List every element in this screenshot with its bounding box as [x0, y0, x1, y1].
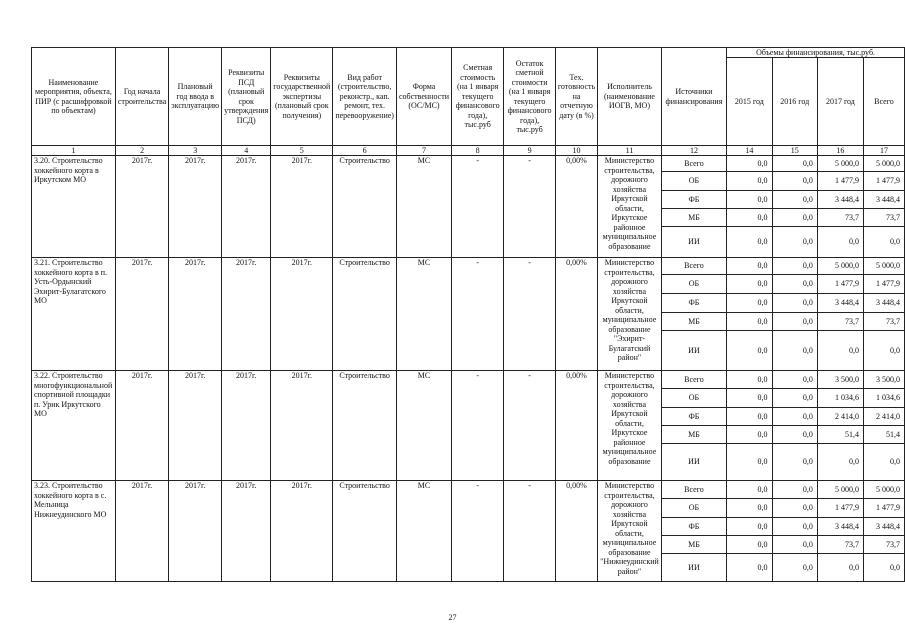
column-number: 6 [333, 146, 397, 156]
funding-value: 0,0 [863, 227, 904, 258]
header-year-2016: 2016 год [772, 58, 817, 146]
executor: Министерство строительства, дорожного хозяйства Иркутской области, Иркутское районное муниципальное образование [598, 371, 662, 481]
funding-value: 3 448,4 [863, 294, 904, 313]
funding-source: МБ [661, 426, 726, 444]
estimated-cost: - [451, 371, 503, 481]
funding-value: 5 000,0 [817, 156, 863, 172]
plan-year: 2017г. [169, 258, 222, 371]
header-work-type: Вид работ (строительство, реконстр., кап. ремонт, тех. перевооружение) [333, 48, 397, 146]
funding-value: 73,7 [817, 536, 863, 554]
work-type: Строительство [333, 371, 397, 481]
expertise-date: 2017г. [271, 156, 333, 258]
work-type: Строительство [333, 481, 397, 582]
funding-value: 0,0 [772, 499, 817, 518]
funding-value: 73,7 [817, 313, 863, 331]
funding-value: 73,7 [863, 536, 904, 554]
work-type: Строительство [333, 258, 397, 371]
funding-value: 0,0 [772, 426, 817, 444]
funding-value: 0,0 [727, 371, 772, 389]
readiness: 0,00% [555, 156, 597, 258]
funding-value: 3 448,4 [817, 294, 863, 313]
column-number: 8 [451, 146, 503, 156]
funding-source: ОБ [661, 499, 726, 518]
funding-value: 73,7 [817, 209, 863, 227]
page-number: 27 [448, 613, 457, 622]
funding-value: 0,0 [772, 371, 817, 389]
funding-value: 51,4 [817, 426, 863, 444]
funding-value: 0,0 [772, 156, 817, 172]
ownership: МС [396, 371, 451, 481]
funding-value: 0,0 [772, 227, 817, 258]
cost-remainder: - [504, 156, 556, 258]
funding-source: ОБ [661, 389, 726, 408]
plan-year: 2017г. [169, 156, 222, 258]
funding-value: 0,0 [727, 258, 772, 275]
cost-remainder: - [504, 371, 556, 481]
work-type: Строительство [333, 156, 397, 258]
funding-value: 5 000,0 [863, 481, 904, 499]
funding-source: МБ [661, 313, 726, 331]
expertise-date: 2017г. [271, 258, 333, 371]
start-year: 2017г. [115, 371, 168, 481]
funding-source: МБ [661, 536, 726, 554]
funding-source: Всего [661, 481, 726, 499]
ownership: МС [396, 258, 451, 371]
funding-value: 3 500,0 [863, 371, 904, 389]
funding-value: 0,0 [863, 554, 904, 582]
funding-value: 0,0 [772, 444, 817, 481]
funding-value: 0,0 [727, 389, 772, 408]
funding-value: 0,0 [727, 331, 772, 371]
funding-value: 1 034,6 [817, 389, 863, 408]
header-estimated-cost: Сметная стоимость (на 1 января текущего финансового года), тыс.руб [451, 48, 503, 146]
readiness: 0,00% [555, 481, 597, 582]
executor: Министерство строительства, дорожного хозяйства Иркутской области, Иркутское районное муниципальное образование [598, 156, 662, 258]
funding-value: 0,0 [772, 172, 817, 191]
column-number: 7 [396, 146, 451, 156]
plan-year: 2017г. [169, 481, 222, 582]
header-source: Источники финансирования [661, 48, 726, 146]
financing-table [31, 47, 905, 582]
psd-date: 2017г. [222, 156, 271, 258]
funding-value: 0,0 [727, 156, 772, 172]
plan-year: 2017г. [169, 371, 222, 481]
funding-value: 3 448,4 [817, 518, 863, 536]
object-name: 3.22. Строительство многофункциональной спортивной площадки п. Урик Иркутского МО [32, 371, 116, 481]
header-start-year: Год начала строительства [115, 48, 168, 146]
funding-value: 5 000,0 [863, 258, 904, 275]
column-number: 11 [598, 146, 662, 156]
table-row [32, 156, 905, 172]
expertise-date: 2017г. [271, 481, 333, 582]
funding-value: 0,0 [817, 554, 863, 582]
estimated-cost: - [451, 481, 503, 582]
column-number: 14 [727, 146, 772, 156]
funding-value: 5 000,0 [863, 156, 904, 172]
start-year: 2017г. [115, 258, 168, 371]
funding-value: 0,0 [727, 481, 772, 499]
executor: Министерство строительства, дорожного хозяйства Иркутской области, муниципальное образование "Нижнеудинский район" [598, 481, 662, 582]
column-number: 5 [271, 146, 333, 156]
funding-value: 0,0 [727, 536, 772, 554]
funding-value: 0,0 [727, 227, 772, 258]
table-row [32, 258, 905, 275]
psd-date: 2017г. [222, 258, 271, 371]
funding-source: ФБ [661, 408, 726, 426]
start-year: 2017г. [115, 156, 168, 258]
expertise-date: 2017г. [271, 371, 333, 481]
cost-remainder: - [504, 481, 556, 582]
funding-value: 0,0 [772, 389, 817, 408]
funding-value: 0,0 [772, 275, 817, 294]
object-name: 3.23. Строительство хоккейного корта в с. Мельница Нижнеудинского МО [32, 481, 116, 582]
funding-value: 73,7 [863, 313, 904, 331]
header-year-2015: 2015 год [727, 58, 772, 146]
funding-value: 1 034,6 [863, 389, 904, 408]
funding-value: 5 000,0 [817, 481, 863, 499]
cost-remainder: - [504, 258, 556, 371]
header-financing-group: Объемы финансирования, тыс.руб. [727, 48, 905, 58]
funding-value: 2 414,0 [817, 408, 863, 426]
funding-value: 0,0 [772, 209, 817, 227]
executor: Министерство строительства, дорожного хозяйства Иркутской области, муниципальное образование "Эхирит-Булагатский район" [598, 258, 662, 371]
funding-value: 0,0 [772, 518, 817, 536]
header-plan-year: Плановый год ввода в эксплуатацию [169, 48, 222, 146]
funding-value: 0,0 [727, 408, 772, 426]
psd-date: 2017г. [222, 481, 271, 582]
funding-value: 0,0 [727, 444, 772, 481]
header-total: Всего [863, 58, 904, 146]
funding-value: 3 448,4 [817, 191, 863, 209]
funding-value: 0,0 [727, 191, 772, 209]
funding-value: 0,0 [727, 499, 772, 518]
table-row [32, 481, 905, 499]
header-executor: Исполнитель (наименование ИОГВ, МО) [598, 48, 662, 146]
funding-value: 1 477,9 [817, 172, 863, 191]
funding-value: 2 414,0 [863, 408, 904, 426]
funding-value: 0,0 [772, 408, 817, 426]
funding-source: ИИ [661, 554, 726, 582]
funding-source: ОБ [661, 275, 726, 294]
column-number: 1 [32, 146, 116, 156]
funding-value: 1 477,9 [863, 172, 904, 191]
funding-value: 0,0 [727, 518, 772, 536]
funding-value: 0,0 [817, 444, 863, 481]
ownership: МС [396, 481, 451, 582]
funding-value: 1 477,9 [817, 499, 863, 518]
funding-value: 0,0 [817, 331, 863, 371]
funding-value: 1 477,9 [817, 275, 863, 294]
funding-value: 0,0 [772, 481, 817, 499]
funding-value: 0,0 [772, 554, 817, 582]
funding-value: 0,0 [727, 294, 772, 313]
funding-value: 0,0 [727, 172, 772, 191]
column-number: 2 [115, 146, 168, 156]
funding-value: 0,0 [727, 554, 772, 582]
header-readiness: Тех. готовность на отчетную дату (в %) [555, 48, 597, 146]
column-number: 9 [504, 146, 556, 156]
funding-value: 0,0 [772, 536, 817, 554]
funding-source: ИИ [661, 227, 726, 258]
funding-value: 73,7 [863, 209, 904, 227]
funding-value: 0,0 [863, 444, 904, 481]
column-number: 16 [817, 146, 863, 156]
object-name: 3.20. Строительство хоккейного корта в Иркутском МО [32, 156, 116, 258]
column-number: 3 [169, 146, 222, 156]
readiness: 0,00% [555, 258, 597, 371]
funding-source: Всего [661, 258, 726, 275]
funding-value: 0,0 [772, 294, 817, 313]
header-year-2017: 2017 год [817, 58, 863, 146]
funding-value: 0,0 [727, 426, 772, 444]
funding-value: 0,0 [863, 331, 904, 371]
readiness: 0,00% [555, 371, 597, 481]
funding-source: Всего [661, 371, 726, 389]
funding-value: 1 477,9 [863, 275, 904, 294]
table-row [32, 371, 905, 389]
funding-source: ФБ [661, 294, 726, 313]
column-number: 15 [772, 146, 817, 156]
funding-value: 0,0 [772, 331, 817, 371]
funding-value: 0,0 [772, 258, 817, 275]
column-number: 4 [222, 146, 271, 156]
funding-value: 3 448,4 [863, 191, 904, 209]
funding-value: 0,0 [727, 209, 772, 227]
header-ownership: Форма собственности (ОС/МС) [396, 48, 451, 146]
funding-value: 0,0 [727, 275, 772, 294]
funding-value: 51,4 [863, 426, 904, 444]
funding-value: 0,0 [817, 227, 863, 258]
funding-source: ФБ [661, 518, 726, 536]
funding-source: МБ [661, 209, 726, 227]
funding-source: ОБ [661, 172, 726, 191]
funding-value: 0,0 [727, 313, 772, 331]
funding-value: 1 477,9 [863, 499, 904, 518]
ownership: МС [396, 156, 451, 258]
header-cost-remainder: Остаток сметной стоимости (на 1 января текущего финансового года), тыс.руб [504, 48, 556, 146]
estimated-cost: - [451, 156, 503, 258]
header-expertise: Реквизиты государственной экспертизы (плановый срок получения) [271, 48, 333, 146]
header-psd: Реквизиты ПСД (плановый срок утверждения ПСД) [222, 48, 271, 146]
psd-date: 2017г. [222, 371, 271, 481]
object-name: 3.21. Строительство хоккейного корта в п. Усть-Ордынский Эхирит-Булагатского МО [32, 258, 116, 371]
estimated-cost: - [451, 258, 503, 371]
column-number: 10 [555, 146, 597, 156]
funding-value: 3 448,4 [863, 518, 904, 536]
funding-source: ИИ [661, 444, 726, 481]
funding-value: 5 000,0 [817, 258, 863, 275]
funding-source: Всего [661, 156, 726, 172]
funding-value: 3 500,0 [817, 371, 863, 389]
start-year: 2017г. [115, 481, 168, 582]
funding-source: ФБ [661, 191, 726, 209]
funding-value: 0,0 [772, 313, 817, 331]
column-number: 17 [863, 146, 904, 156]
column-number: 12 [661, 146, 726, 156]
funding-value: 0,0 [772, 191, 817, 209]
funding-source: ИИ [661, 331, 726, 371]
header-name: Наименование мероприятия, объекта, ПИР (с расшифровкой по объектам) [32, 48, 116, 146]
